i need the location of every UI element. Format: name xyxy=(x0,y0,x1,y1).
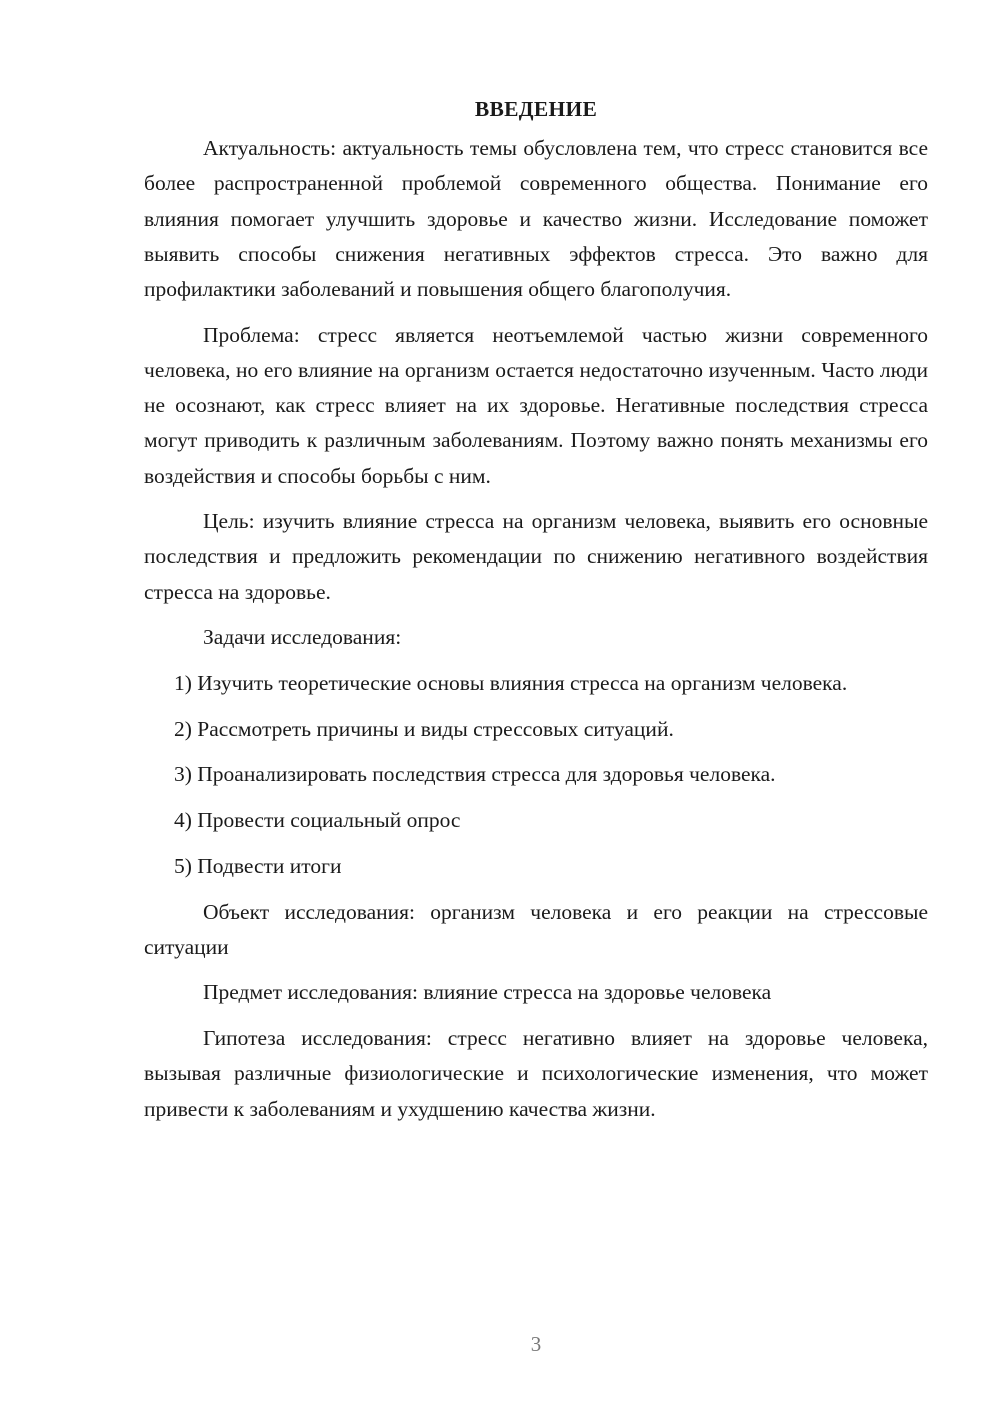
paragraph-hypothesis: Гипотеза исследования: стресс негативно влияет на здоровье человека, вызывая различные физиологические и психологические изменения, что может привести к заболеваниям и ухудшению качества жизни. xyxy=(144,1026,928,1121)
paragraph-goal: Цель: изучить влияние стресса на организм человека, выявить его основные последствия и предложить рекомендации по снижению негативного воздействия стресса на здоровье. xyxy=(144,509,928,604)
paragraph-object: Объект исследования: организм человека и его реакции на стрессовые ситуации xyxy=(144,899,928,959)
paragraph-relevance: Актуальность: актуальность темы обусловлена тем, что стресс становится все более распространенной проблемой современного общества. Понимание его влияния помогает улучшить здоровье и качество жизни. Исследование поможет выявить способы снижения негативных эффектов стресса. Это важно для профилактики заболеваний и повышения общего благополучия. xyxy=(144,136,928,302)
paragraph-problem: Проблема: стресс является неотъемлемой частью жизни современного человека, но его влияние на организм остается недостаточно изученным. Часто люди не осознают, как стресс влияет на их здоровье. Негативные последствия стресса могут приводить к различным заболеваниям. Поэтому важно понять механизмы его воздействия и способы борьбы с ним. xyxy=(144,322,928,488)
task-item: 4) Провести социальный опрос xyxy=(174,808,461,833)
paragraph-subject: Предмет исследования: влияние стресса на здоровье человека xyxy=(203,980,772,1005)
document-page xyxy=(144,92,928,1127)
tasks-heading: Задачи исследования: xyxy=(203,625,402,650)
task-item: 2) Рассмотреть причины и виды стрессовых ситуаций. xyxy=(174,716,674,741)
task-item: 1) Изучить теоретические основы влияния стресса на организм человека. xyxy=(174,671,848,696)
task-item: 5) Подвести итоги xyxy=(174,853,342,878)
task-item: 3) Проанализировать последствия стресса для здоровья человека. xyxy=(174,762,776,787)
page-number: 3 xyxy=(530,1332,542,1356)
section-title: ВВЕДЕНИЕ xyxy=(474,97,598,121)
